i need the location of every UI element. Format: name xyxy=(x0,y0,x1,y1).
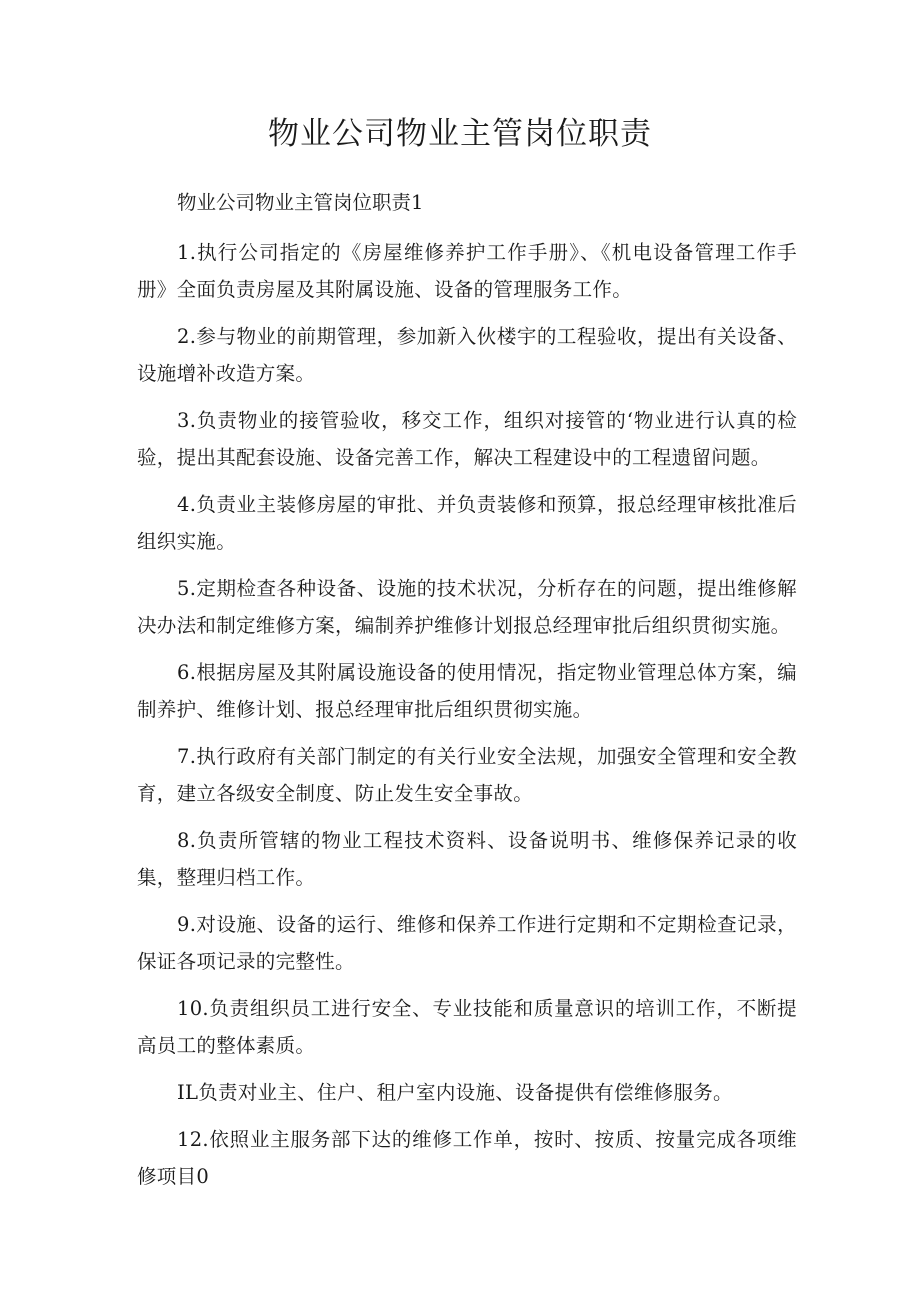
duty-item-11: IL负责对业主、住户、租户室内设施、设备提供有偿维修服务。 xyxy=(177,1081,733,1104)
duty-item-5: 5.定期检查各种设备、设施的技术状况，分析存在的问题，提出维修解决办法和制定维修方案，编制养护维修计划报总经理审批后组织贯彻实施。 xyxy=(137,577,797,637)
duty-item-12: 12.依照业主服务部下达的维修工作单，按时、按质、按量完成各项维修项目0 xyxy=(137,1128,797,1188)
document-body xyxy=(137,188,797,1195)
duty-item-4: 4.负责业主装修房屋的审批、并负责装修和预算，报总经理审核批准后组织实施。 xyxy=(137,493,797,553)
duty-item-1: 1.执行公司指定的《房屋维修养护工作手册》、《机电设备管理工作手册》全面负责房屋及其附属设施、设备的管理服务工作。 xyxy=(137,241,797,301)
duty-item-8: 8.负责所管辖的物业工程技术资料、设备说明书、维修保养记录的收集，整理归档工作。 xyxy=(137,829,797,889)
duty-item-9: 9.对设施、设备的运行、维修和保养工作进行定期和不定期检查记录，保证各项记录的完整性。 xyxy=(137,913,797,973)
section-heading: 物业公司物业主管岗位职责1 xyxy=(177,191,424,214)
duty-item-2: 2.参与物业的前期管理，参加新入伙楼宇的工程验收，提出有关设备、设施增补改造方案。 xyxy=(137,325,797,385)
duty-item-7: 7.执行政府有关部门制定的有关行业安全法规，加强安全管理和安全教育，建立各级安全制度、防止发生安全事故。 xyxy=(137,745,797,805)
duty-item-10: 10.负责组织员工进行安全、专业技能和质量意识的培训工作，不断提高员工的整体素质。 xyxy=(137,997,797,1057)
duty-item-6: 6.根据房屋及其附属设施设备的使用情况，指定物业管理总体方案，编制养护、维修计划、报总经理审批后组织贯彻实施。 xyxy=(137,661,797,721)
duty-item-3: 3.负责物业的接管验收，移交工作，组织对接管的‘物业进行认真的检验，提出其配套设施、设备完善工作，解决工程建设中的工程遗留问题。 xyxy=(137,409,797,469)
document-title: 物业公司物业主管岗位职责 xyxy=(268,116,652,152)
